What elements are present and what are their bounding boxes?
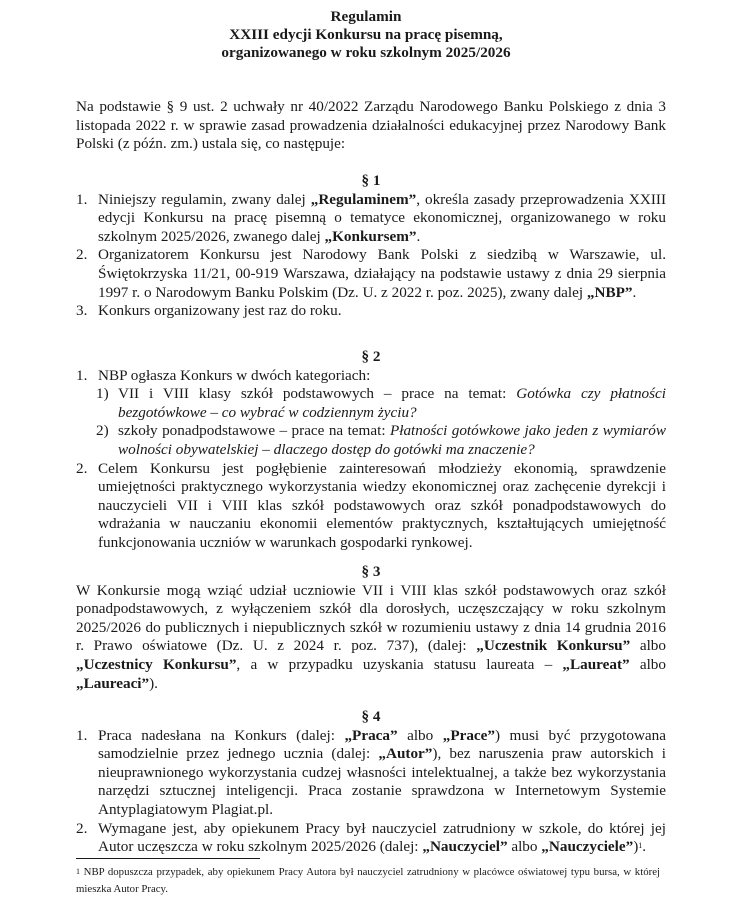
document-title xyxy=(0,8,732,62)
footnote-text: NBP dopuszcza przypadek, aby opiekunem Pracy Autora był nauczyciel zatrudniony w placówce oświatowej typu bursa, w której mieszka Autor Pracy. xyxy=(76,866,660,896)
list-item xyxy=(76,367,666,386)
list-item xyxy=(76,302,666,321)
defined-term: „Konkursem” xyxy=(324,227,417,245)
defined-term: „Nauczyciele” xyxy=(541,838,634,856)
footnote-divider xyxy=(76,858,260,859)
item-number: 2. xyxy=(76,246,88,264)
section-3 xyxy=(76,563,666,693)
item-number: 1) xyxy=(96,385,109,403)
text: albo xyxy=(507,838,542,856)
defined-term: „Autor” xyxy=(378,745,433,763)
section-heading: § 2 xyxy=(361,348,381,365)
section-3-text xyxy=(76,582,666,694)
item-number: 2. xyxy=(76,459,88,477)
text: ) musi być przygotowana samodzielnie przez jednego ucznia (dalej: xyxy=(98,726,666,763)
defined-term: „Laureat” xyxy=(562,655,630,673)
item-number: 2. xyxy=(76,819,88,837)
list-item xyxy=(76,246,666,302)
text: ), bez naruszenia praw autorskich i nieuprawnionego wykorzystania cudzej własności intelektualnej, a także bez wykorzystania narzędzi sztucznej inteligencji. Praca zostanie sprawdzona w Internetowym Systemie Antyplagiatowym Plagiat.pl. xyxy=(98,745,666,818)
text: , a w przypadku uzyskania statusu laureata – xyxy=(236,655,563,673)
essay-topic: Płatności gotówkowe jako jeden z wymiarów wolności obywatelskiej – dlaczego dostęp do gotówki ma znaczenie? xyxy=(118,422,666,458)
essay-topic: Gotówka czy płatności bezgotówkowe – co wybrać w codziennym życiu? xyxy=(118,385,667,421)
text: albo xyxy=(630,637,666,655)
text: Celem Konkursu jest pogłębienie zainteresowań młodzieży ekonomią, sprawdzenie umiejętności praktycznego wykorzystania wiedzy ekonomicznej oraz zachęcenie dyrekcji i nauczycieli VII i VIII klas szkół podstawowych oraz szkół ponadpodstawowych do wdrażania w nauczaniu ekonomii elementów praktycznych, kształtujących umiejętność funkcjonowania uczniów w warunkach gospodarki rynkowej. xyxy=(98,459,666,551)
footnote-reference[interactable]: 1 xyxy=(638,841,643,851)
footnote xyxy=(76,864,660,899)
section-4 xyxy=(76,708,666,857)
list-item xyxy=(76,460,666,553)
text: szkoły ponadpodstawowe – prace na temat: xyxy=(118,422,390,440)
title-line-3: organizowanego w roku szkolnym 2025/2026 xyxy=(221,44,511,61)
section-1 xyxy=(76,172,666,321)
text: Organizatorem Konkursu jest Narodowy Bank Polski z siedzibą w Warszawie, ul. Świętokrzyska 11/21, 00-919 Warszawa, działający na podstawie ustawy z dnia 29 sierpnia 1997 r. o Narodowym Banku Polskim (Dz. U. z 2022 r. poz. 2025), zwany dalej xyxy=(98,246,666,301)
item-number: 2) xyxy=(96,422,109,440)
footnote-marker: 1 xyxy=(76,867,80,876)
defined-term: „Prace” xyxy=(442,726,495,744)
defined-term: „Uczestnik Konkursu” xyxy=(476,637,631,655)
defined-term: „Nauczyciel” xyxy=(422,838,508,856)
text: albo xyxy=(629,655,666,673)
section-2 xyxy=(76,348,666,553)
category-item xyxy=(76,422,666,459)
item-number: 1. xyxy=(76,190,88,208)
text: albo xyxy=(397,726,443,744)
text: . xyxy=(416,227,421,245)
text: Niniejszy regulamin, zwany dalej xyxy=(98,190,311,208)
title-line-2: XXIII edycji Konkursu na pracę pisemną, xyxy=(229,26,503,43)
list-item xyxy=(76,727,666,820)
item-number: 1. xyxy=(76,366,88,384)
category-item xyxy=(76,385,666,422)
text: . xyxy=(632,283,637,301)
item-number: 1. xyxy=(76,726,88,744)
text: NBP ogłasza Konkurs w dwóch kategoriach: xyxy=(98,366,371,384)
text: Wymagane jest, aby opiekunem Pracy był nauczyciel zatrudniony w szkole, do której jej Autor uczęszcza w roku szkolnym 2025/2026 (dalej: xyxy=(98,819,666,856)
list-item xyxy=(76,191,666,247)
defined-term: „Praca” xyxy=(344,726,398,744)
text: , określa zasady przeprowadzenia XXIII edycji Konkursu na pracę pisemną o tematyce ekonomicznej, organizowanego w roku szkolnym 2025/2026, zwanego dalej xyxy=(98,190,666,245)
section-heading: § 1 xyxy=(361,172,381,189)
text: W Konkursie mogą wziąć udział uczniowie VII i VIII klas szkół podstawowych oraz szkół ponadpodstawowych, z wyłączeniem szkół dla dorosłych, uczęszczający w roku szkolnym 2025/2026 do publicznych i niepublicznych szkół w rozumieniu ustawy z dnia 14 grudnia 2016 r. Prawo oświatowe (Dz. U. z 2024 r. poz. 737), (dalej: xyxy=(76,581,666,655)
defined-term: „NBP” xyxy=(586,283,633,301)
section-heading: § 4 xyxy=(361,708,381,725)
text: Konkurs organizowany jest raz do roku. xyxy=(98,302,342,320)
text: ). xyxy=(149,674,158,692)
defined-term: „Regulaminem” xyxy=(310,190,417,208)
text: ) xyxy=(633,838,639,856)
text: Praca nadesłana na Konkurs (dalej: xyxy=(98,726,345,744)
section-heading: § 3 xyxy=(361,563,381,580)
text: . xyxy=(642,838,647,856)
defined-term: „Laureaci” xyxy=(76,674,150,692)
text: VII i VIII klasy szkół podstawowych – prace na temat: xyxy=(118,385,517,403)
title-line-1: Regulamin xyxy=(330,8,402,25)
item-number: 3. xyxy=(76,302,88,320)
list-item xyxy=(76,820,666,857)
defined-term: „Uczestnicy Konkursu” xyxy=(76,655,237,673)
preamble: Na podstawie § 9 ust. 2 uchwały nr 40/2022 Zarządu Narodowego Banku Polskiego z dnia 3 listopada 2022 r. w sprawie zasad prowadzenia działalności edukacyjnej przez Narodowy Bank Polski (z późn. zm.) ustala się, co następuje: xyxy=(76,98,666,153)
